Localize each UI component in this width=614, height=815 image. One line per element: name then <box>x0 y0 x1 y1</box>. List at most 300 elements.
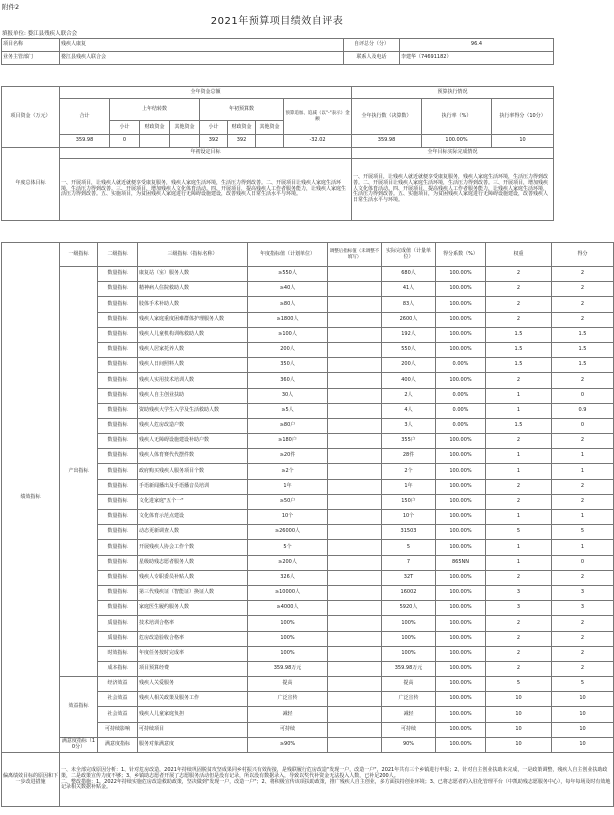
target-cell: ≥90% <box>248 737 328 752</box>
weight-cell: 2 <box>486 646 552 661</box>
actual-cell: 200人 <box>382 358 436 373</box>
level3-cell: 残疾人关爱服务 <box>138 677 248 692</box>
level3-cell: 服务对象满意度 <box>138 737 248 752</box>
level3-cell: 年度任务按时完成率 <box>138 646 248 661</box>
indicator-row <box>2 267 614 282</box>
carryover-header: 上年结转数 <box>110 99 200 121</box>
level3-cell: 肢体手术补助人数 <box>138 297 248 312</box>
level3-cell: 残疾人危房改造户数 <box>138 418 248 433</box>
target-cell: ≥80人 <box>248 297 328 312</box>
level2-cell: 数量指标 <box>98 434 138 449</box>
actual-cell: 400人 <box>382 373 436 388</box>
target-cell: ≥80户 <box>248 418 328 433</box>
footer-label: 偏离绩效目标的原因和下一步改进措施 <box>2 753 60 807</box>
score-cell: 2 <box>552 282 614 297</box>
score-cell: 10 <box>552 722 614 737</box>
project-name-value: 残疾人康复 <box>60 39 344 52</box>
adjusted-cell <box>328 646 382 661</box>
funds-value: 10 <box>492 135 554 148</box>
weight-cell: 2 <box>486 479 552 494</box>
level2-cell: 数量指标 <box>98 494 138 509</box>
target-cell: 30人 <box>248 388 328 403</box>
score-cell: 10 <box>552 692 614 707</box>
fill-unit-value: 婺江县残疾人联合会 <box>27 31 78 37</box>
weight-cell: 2 <box>486 631 552 646</box>
weight-cell: 10 <box>486 722 552 737</box>
level2-cell: 数量指标 <box>98 373 138 388</box>
funds-value: 0 <box>110 135 140 148</box>
actual-cell: 359.98万元 <box>382 661 436 676</box>
coef-cell: 100.00% <box>436 525 486 540</box>
adjusted-cell <box>328 525 382 540</box>
dept-value: 婺江县残疾人联合会 <box>60 52 344 65</box>
level3-cell: 文化体育示范点建设 <box>138 510 248 525</box>
coef-cell: 100.00% <box>436 631 486 646</box>
header-adjusted: 调整后指标值（未调整不填写） <box>328 243 382 267</box>
level2-cell: 社会效益 <box>98 707 138 722</box>
actual-cell: 7 <box>382 555 436 570</box>
level3-cell: 项目预算经费 <box>138 661 248 676</box>
output-indicator-label: 产出指标 <box>60 267 98 677</box>
adjusted-cell <box>328 661 382 676</box>
footer-text <box>60 753 614 807</box>
level3-cell: 第三代残疾证（智能证）换证人数 <box>138 585 248 600</box>
exec-amount-header: 全年执行数（决算数） <box>352 99 422 135</box>
score-cell: 2 <box>552 616 614 631</box>
target-cell: 广泛宣传 <box>248 692 328 707</box>
weight-cell: 1 <box>486 464 552 479</box>
header-l1: 一级指标 <box>60 243 98 267</box>
score-cell: 1.5 <box>552 358 614 373</box>
coef-cell: 100.00% <box>436 479 486 494</box>
project-info-table <box>1 38 554 65</box>
target-cell: 326人 <box>248 570 328 585</box>
actual-cell: 32T <box>382 570 436 585</box>
score-cell: 1.5 <box>552 342 614 357</box>
target-cell: ≥20件 <box>248 449 328 464</box>
actual-cell: 5920人 <box>382 601 436 616</box>
adjusted-cell <box>328 707 382 722</box>
weight-cell: 2 <box>486 494 552 509</box>
weight-cell: 1.5 <box>486 418 552 433</box>
level3-cell: 残疾人儿童机构训练救助人数 <box>138 327 248 342</box>
score-cell: 2 <box>552 631 614 646</box>
adjusted-cell <box>328 358 382 373</box>
coef-cell: 100.00% <box>436 570 486 585</box>
weight-cell: 2 <box>486 312 552 327</box>
header-weight: 权重 <box>486 243 552 267</box>
coef-cell: 100.00% <box>436 585 486 600</box>
actual-cell: 90% <box>382 737 436 752</box>
actual-goal-header: 全年目标实际完成情况 <box>352 148 554 159</box>
indicator-row <box>2 737 614 752</box>
weight-cell: 10 <box>486 692 552 707</box>
adjusted-cell <box>328 464 382 479</box>
satisfaction-indicator-label: 满意度指标（10分） <box>60 737 98 752</box>
level2-cell: 数量指标 <box>98 342 138 357</box>
coef-cell: 0.00% <box>436 388 486 403</box>
coef-cell: 0.00% <box>436 403 486 418</box>
header-score: 得分 <box>552 243 614 267</box>
indicator-row <box>2 677 614 692</box>
indicators-body <box>2 243 614 753</box>
actual-cell: 83人 <box>382 297 436 312</box>
coef-cell: 0.00% <box>436 418 486 433</box>
header-l2: 二级指标 <box>98 243 138 267</box>
actual-cell: 广泛宣传 <box>382 692 436 707</box>
adjusted-cell <box>328 692 382 707</box>
funds-value: 392 <box>200 135 228 148</box>
coef-cell: 100.00% <box>436 510 486 525</box>
actual-cell: 100% <box>382 616 436 631</box>
score-cell: 1 <box>552 510 614 525</box>
actual-cell: 355户 <box>382 434 436 449</box>
attachment-label: 附件2 <box>2 3 20 11</box>
score-cell: 2 <box>552 661 614 676</box>
coef-cell: 100.00% <box>436 342 486 357</box>
coef-cell: 100.00% <box>436 373 486 388</box>
adjusted-cell <box>328 555 382 570</box>
benefit-indicator-label: 效益指标 <box>60 677 98 738</box>
adjusted-cell <box>328 267 382 282</box>
coef-cell: 0.00% <box>436 358 486 373</box>
header-l3: 三级指标（指标名称） <box>138 243 248 267</box>
score-cell: 0.9 <box>552 403 614 418</box>
weight-cell: 2 <box>486 267 552 282</box>
level3-cell: 残疾人相关政策及服务工作 <box>138 692 248 707</box>
footer-measures: 二、整改措施：1、2022年持续实施危房改造救助政策，坚决做到"发现一户，改造一户"；2、将积极宣传该项扶助政策，推广残疾人自主创业，多方面扶持创业环境；3、已将志愿者的入驻化管理平台（中凯助残志愿服务中心），每年每场及时有效地记录相关数据补贴金。 <box>61 778 611 791</box>
actual-cell: 150户 <box>382 494 436 509</box>
weight-cell: 1.5 <box>486 358 552 373</box>
initial-goal-text: 一、开展项目，让残疾人就近就便享受康复服务，残疾人家庭生活环境，生活压力得到改善。二、开展项目让残疾人家庭生活环境，生活压力得到改善。三、开展项目，增加残疾人文化体育活动。四、开展项目，提高残疾人工作者服务能力，让残疾人家庭生活压力得到改善。五、实施项目，为贫困残疾人家庭进行无障碍设施建设，改善残疾人日常生活水平与环境。 <box>60 159 352 221</box>
target-cell: 减轻 <box>248 707 328 722</box>
coef-cell: 100.00% <box>436 601 486 616</box>
target-cell: 100% <box>248 646 328 661</box>
footer-body <box>2 753 614 807</box>
adjusted-cell <box>328 388 382 403</box>
weight-cell: 2 <box>486 297 552 312</box>
level2-cell: 经济效益 <box>98 677 138 692</box>
adjusted-cell <box>328 434 382 449</box>
weight-cell: 1 <box>486 555 552 570</box>
target-cell: ≥100人 <box>248 327 328 342</box>
budget-fiscal: 财政资金 <box>228 121 256 135</box>
weight-cell: 1 <box>486 540 552 555</box>
level2-cell: 数量指标 <box>98 540 138 555</box>
adjusted-cell <box>328 297 382 312</box>
level2-cell: 数量指标 <box>98 418 138 433</box>
project-name-label: 项目名称 <box>2 39 60 52</box>
level3-cell: 家庭医生履约服务人数 <box>138 601 248 616</box>
total-header: 合计 <box>60 99 110 135</box>
actual-cell: 550人 <box>382 342 436 357</box>
initial-goal-header: 年初设定目标 <box>60 148 352 159</box>
level3-cell: 文化进家庭"五个一" <box>138 494 248 509</box>
level3-cell: 精神病人住院救助人数 <box>138 282 248 297</box>
level2-cell: 数量指标 <box>98 327 138 342</box>
adjusted-cell <box>328 449 382 464</box>
funds-value <box>140 135 170 148</box>
level2-cell: 数量指标 <box>98 570 138 585</box>
coef-cell: 100.00% <box>436 646 486 661</box>
coef-cell: 100.00% <box>436 616 486 631</box>
weight-cell: 1.5 <box>486 342 552 357</box>
target-cell: ≥200人 <box>248 555 328 570</box>
target-cell: 350人 <box>248 358 328 373</box>
coef-cell: 100.00% <box>436 722 486 737</box>
weight-cell: 5 <box>486 677 552 692</box>
adjusted-cell <box>328 570 382 585</box>
adjusted-cell <box>328 373 382 388</box>
actual-cell: 1年 <box>382 479 436 494</box>
weight-cell: 1 <box>486 449 552 464</box>
weight-cell: 2 <box>486 282 552 297</box>
score-cell: 2 <box>552 570 614 585</box>
funds-table <box>1 86 554 221</box>
target-cell: ≥4000人 <box>248 601 328 616</box>
coef-cell: 100.00% <box>436 464 486 479</box>
carry-other: 其他资金 <box>170 121 200 135</box>
coef-cell: 100.00% <box>436 312 486 327</box>
target-cell: 360人 <box>248 373 328 388</box>
weight-cell: 1 <box>486 510 552 525</box>
coef-cell: 100.00% <box>436 707 486 722</box>
score-cell: 2 <box>552 312 614 327</box>
level2-cell: 数量指标 <box>98 601 138 616</box>
weight-cell: 2 <box>486 570 552 585</box>
target-cell: 5个 <box>248 540 328 555</box>
level2-cell: 数量指标 <box>98 479 138 494</box>
actual-cell: 减轻 <box>382 707 436 722</box>
level2-cell: 数量指标 <box>98 388 138 403</box>
actual-cell: 41人 <box>382 282 436 297</box>
score-cell: 2 <box>552 297 614 312</box>
budget-other: 其他资金 <box>256 121 284 135</box>
coef-cell: 100.00% <box>436 540 486 555</box>
weight-cell: 10 <box>486 707 552 722</box>
contact-value: 李建华（74691182） <box>400 52 554 65</box>
actual-cell: 2600人 <box>382 312 436 327</box>
level2-cell: 数量指标 <box>98 525 138 540</box>
level2-cell: 质量指标 <box>98 616 138 631</box>
coef-cell: 100.00% <box>436 297 486 312</box>
target-cell: ≥40人 <box>248 282 328 297</box>
funds-value <box>170 135 200 148</box>
score-label: 自评总分（分） <box>344 39 400 52</box>
target-cell: 200人 <box>248 342 328 357</box>
score-cell: 1.5 <box>552 327 614 342</box>
adjusted-cell <box>328 722 382 737</box>
adjusted-cell <box>328 479 382 494</box>
coef-cell: 100.00% <box>436 494 486 509</box>
level2-cell: 数量指标 <box>98 297 138 312</box>
weight-cell: 5 <box>486 525 552 540</box>
header-target: 年度指标值（计划单位） <box>248 243 328 267</box>
target-cell: ≥50户 <box>248 494 328 509</box>
level3-cell: 星级助残志愿者服务人数 <box>138 555 248 570</box>
score-cell: 1 <box>552 449 614 464</box>
exec-header: 预算执行情况 <box>352 87 554 99</box>
level2-cell: 成本指标 <box>98 661 138 676</box>
score-cell: 2 <box>552 494 614 509</box>
weight-cell: 1.5 <box>486 327 552 342</box>
weight-cell: 3 <box>486 585 552 600</box>
adjusted-cell <box>328 601 382 616</box>
level2-cell: 数量指标 <box>98 585 138 600</box>
exec-score-header: 执行率得分（10分） <box>492 99 554 135</box>
adjusted-cell <box>328 403 382 418</box>
weight-cell: 2 <box>486 616 552 631</box>
level2-cell: 数量指标 <box>98 510 138 525</box>
score-cell: 0 <box>552 388 614 403</box>
target-cell: 提高 <box>248 677 328 692</box>
score-cell: 0 <box>552 555 614 570</box>
actual-cell: 100% <box>382 631 436 646</box>
adjusted-cell <box>328 540 382 555</box>
level3-cell: 可持续项目 <box>138 722 248 737</box>
coef-cell: 100.00% <box>436 692 486 707</box>
target-cell: ≥5人 <box>248 403 328 418</box>
actual-cell: 2人 <box>382 388 436 403</box>
actual-cell: 2个 <box>382 464 436 479</box>
adjusted-cell <box>328 282 382 297</box>
funds-value <box>256 135 284 148</box>
funds-row-label: 项目资金（万元） <box>2 87 60 148</box>
adjust-header: 预算追加、追减（以"-"表示）金额 <box>284 99 352 135</box>
goals-row-label: 年度总体目标 <box>2 148 60 221</box>
score-cell: 2 <box>552 646 614 661</box>
funds-value: 359.98 <box>352 135 422 148</box>
actual-cell: 28件 <box>382 449 436 464</box>
actual-cell: 100% <box>382 646 436 661</box>
coef-cell: 100.00% <box>436 282 486 297</box>
score-cell: 10 <box>552 737 614 752</box>
adjusted-cell <box>328 342 382 357</box>
level3-cell: 残疾人儿童家庭负担 <box>138 707 248 722</box>
level2-cell: 数量指标 <box>98 358 138 373</box>
level3-cell: 危房改造验收合格率 <box>138 631 248 646</box>
weight-cell: 2 <box>486 661 552 676</box>
level3-cell: 资助残疾大学生入学及生活救助人数 <box>138 403 248 418</box>
level2-cell: 时效指标 <box>98 646 138 661</box>
target-cell: ≥2个 <box>248 464 328 479</box>
adjusted-cell <box>328 616 382 631</box>
score-cell: 2 <box>552 267 614 282</box>
score-cell: 1 <box>552 464 614 479</box>
level2-cell: 社会效益 <box>98 692 138 707</box>
weight-cell: 10 <box>486 737 552 752</box>
level2-cell: 数量指标 <box>98 282 138 297</box>
adjusted-cell <box>328 631 382 646</box>
level3-cell: 残疾人专职委员补贴人数 <box>138 570 248 585</box>
level3-cell: 残疾人自主创业扶助 <box>138 388 248 403</box>
carry-fiscal: 财政资金 <box>140 121 170 135</box>
target-cell: ≥10000人 <box>248 585 328 600</box>
adjusted-cell <box>328 418 382 433</box>
score-cell: 2 <box>552 373 614 388</box>
funds-value: -32.02 <box>284 135 352 148</box>
score-cell: 10 <box>552 707 614 722</box>
score-cell: 0 <box>552 418 614 433</box>
header-actual: 实际完成值（计量单位） <box>382 243 436 267</box>
actual-cell: 3人 <box>382 418 436 433</box>
coef-cell: 100.00% <box>436 661 486 676</box>
level3-cell: 残疾人无障碍设施建设补助户数 <box>138 434 248 449</box>
coef-cell: 100.00% <box>436 737 486 752</box>
level2-cell: 数量指标 <box>98 555 138 570</box>
actual-cell: 10个 <box>382 510 436 525</box>
level2-cell: 可持续影响 <box>98 722 138 737</box>
level3-cell: 康复站（室）服务人数 <box>138 267 248 282</box>
adjusted-cell <box>328 677 382 692</box>
funds-value: 392 <box>228 135 256 148</box>
level3-cell: 残疾人实用技术培训人数 <box>138 373 248 388</box>
score-value: 96.4 <box>400 39 554 52</box>
level2-cell: 数量指标 <box>98 312 138 327</box>
level3-cell: 开展残疾人协会工作个数 <box>138 540 248 555</box>
level3-cell: 残疾人体育赛代代摆件数 <box>138 449 248 464</box>
indicators-table <box>1 242 614 807</box>
level2-cell: 满意度指标 <box>98 737 138 752</box>
adjusted-cell <box>328 585 382 600</box>
fill-unit-line <box>2 29 77 37</box>
weight-cell: 3 <box>486 601 552 616</box>
weight-cell: 2 <box>486 434 552 449</box>
target-cell: ≥180户 <box>248 434 328 449</box>
dept-label: 业务主管部门 <box>2 52 60 65</box>
level2-cell: 质量指标 <box>98 631 138 646</box>
adjusted-cell <box>328 494 382 509</box>
level3-cell: 技术培训合格率 <box>138 616 248 631</box>
actual-cell: 4人 <box>382 403 436 418</box>
score-cell: 1 <box>552 540 614 555</box>
weight-cell: 1 <box>486 403 552 418</box>
actual-goal-text: 一、开展项目，让残疾人就近就便享受康复服务，残疾人家庭生活环境，生活压力得到改善。二、开展项目让残疾人家庭生活环境，生活压力得到改善。三、开展项目，增加残疾人文化体育活动。四、开展项目，提高残疾人工作者服务能力，让残疾人家庭生活环境，生活压力得到改善。五、实施项目，为贫困残疾人家庭进行无障碍设施建设，改善残疾人日常生活水平与环境。 <box>352 159 554 221</box>
coef-cell: 865NN <box>436 555 486 570</box>
level3-cell: 残疾人居家托养人数 <box>138 342 248 357</box>
score-cell: 5 <box>552 525 614 540</box>
coef-cell: 100.00% <box>436 677 486 692</box>
target-cell: 10个 <box>248 510 328 525</box>
coef-cell: 100.00% <box>436 434 486 449</box>
header-coef: 得分系数（%） <box>436 243 486 267</box>
score-cell: 2 <box>552 479 614 494</box>
adjusted-cell <box>328 327 382 342</box>
adjusted-cell <box>328 510 382 525</box>
exec-rate-header: 执行率（%） <box>422 99 492 135</box>
level2-cell: 数量指标 <box>98 449 138 464</box>
level2-cell: 数量指标 <box>98 267 138 282</box>
indicators-section-label: 绩效指标 <box>2 243 60 753</box>
target-cell: 1年 <box>248 479 328 494</box>
target-cell: ≥26000人 <box>248 525 328 540</box>
actual-cell: 680人 <box>382 267 436 282</box>
score-cell: 2 <box>552 434 614 449</box>
level2-cell: 数量指标 <box>98 464 138 479</box>
actual-cell: 提高 <box>382 677 436 692</box>
level3-cell: 手语新闻播出及手语播音员培训 <box>138 479 248 494</box>
target-cell: 可持续 <box>248 722 328 737</box>
adjusted-cell <box>328 737 382 752</box>
target-cell: 100% <box>248 616 328 631</box>
actual-cell: 可持续 <box>382 722 436 737</box>
footer-reason: 一、未全部完成原因分析：1、针对危房改造，2021年持续巩固脱贫攻坚成果同乡村振兴有效衔接，是残联履行危房改造"发现一户，改造一户"，2021年共有三个乡镇进行申报；2、针对自主创业扶助未完成，一是政策调整，残疾人自主创业扶助政策，二是政策宣传力度不够；3、乡镇助志愿者开展了志愿服务活动但是没有记录，所以没有数据录入，导致以奖代补资金无法投入人数，已补足200人。 <box>61 767 608 779</box>
score-cell: 5 <box>552 677 614 692</box>
total-budget-header: 全年资金总额 <box>60 87 352 99</box>
actual-cell: 5 <box>382 540 436 555</box>
level3-cell: 残疾人家庭重度困难群体护理服务人数 <box>138 312 248 327</box>
target-cell: 359.98万元 <box>248 661 328 676</box>
